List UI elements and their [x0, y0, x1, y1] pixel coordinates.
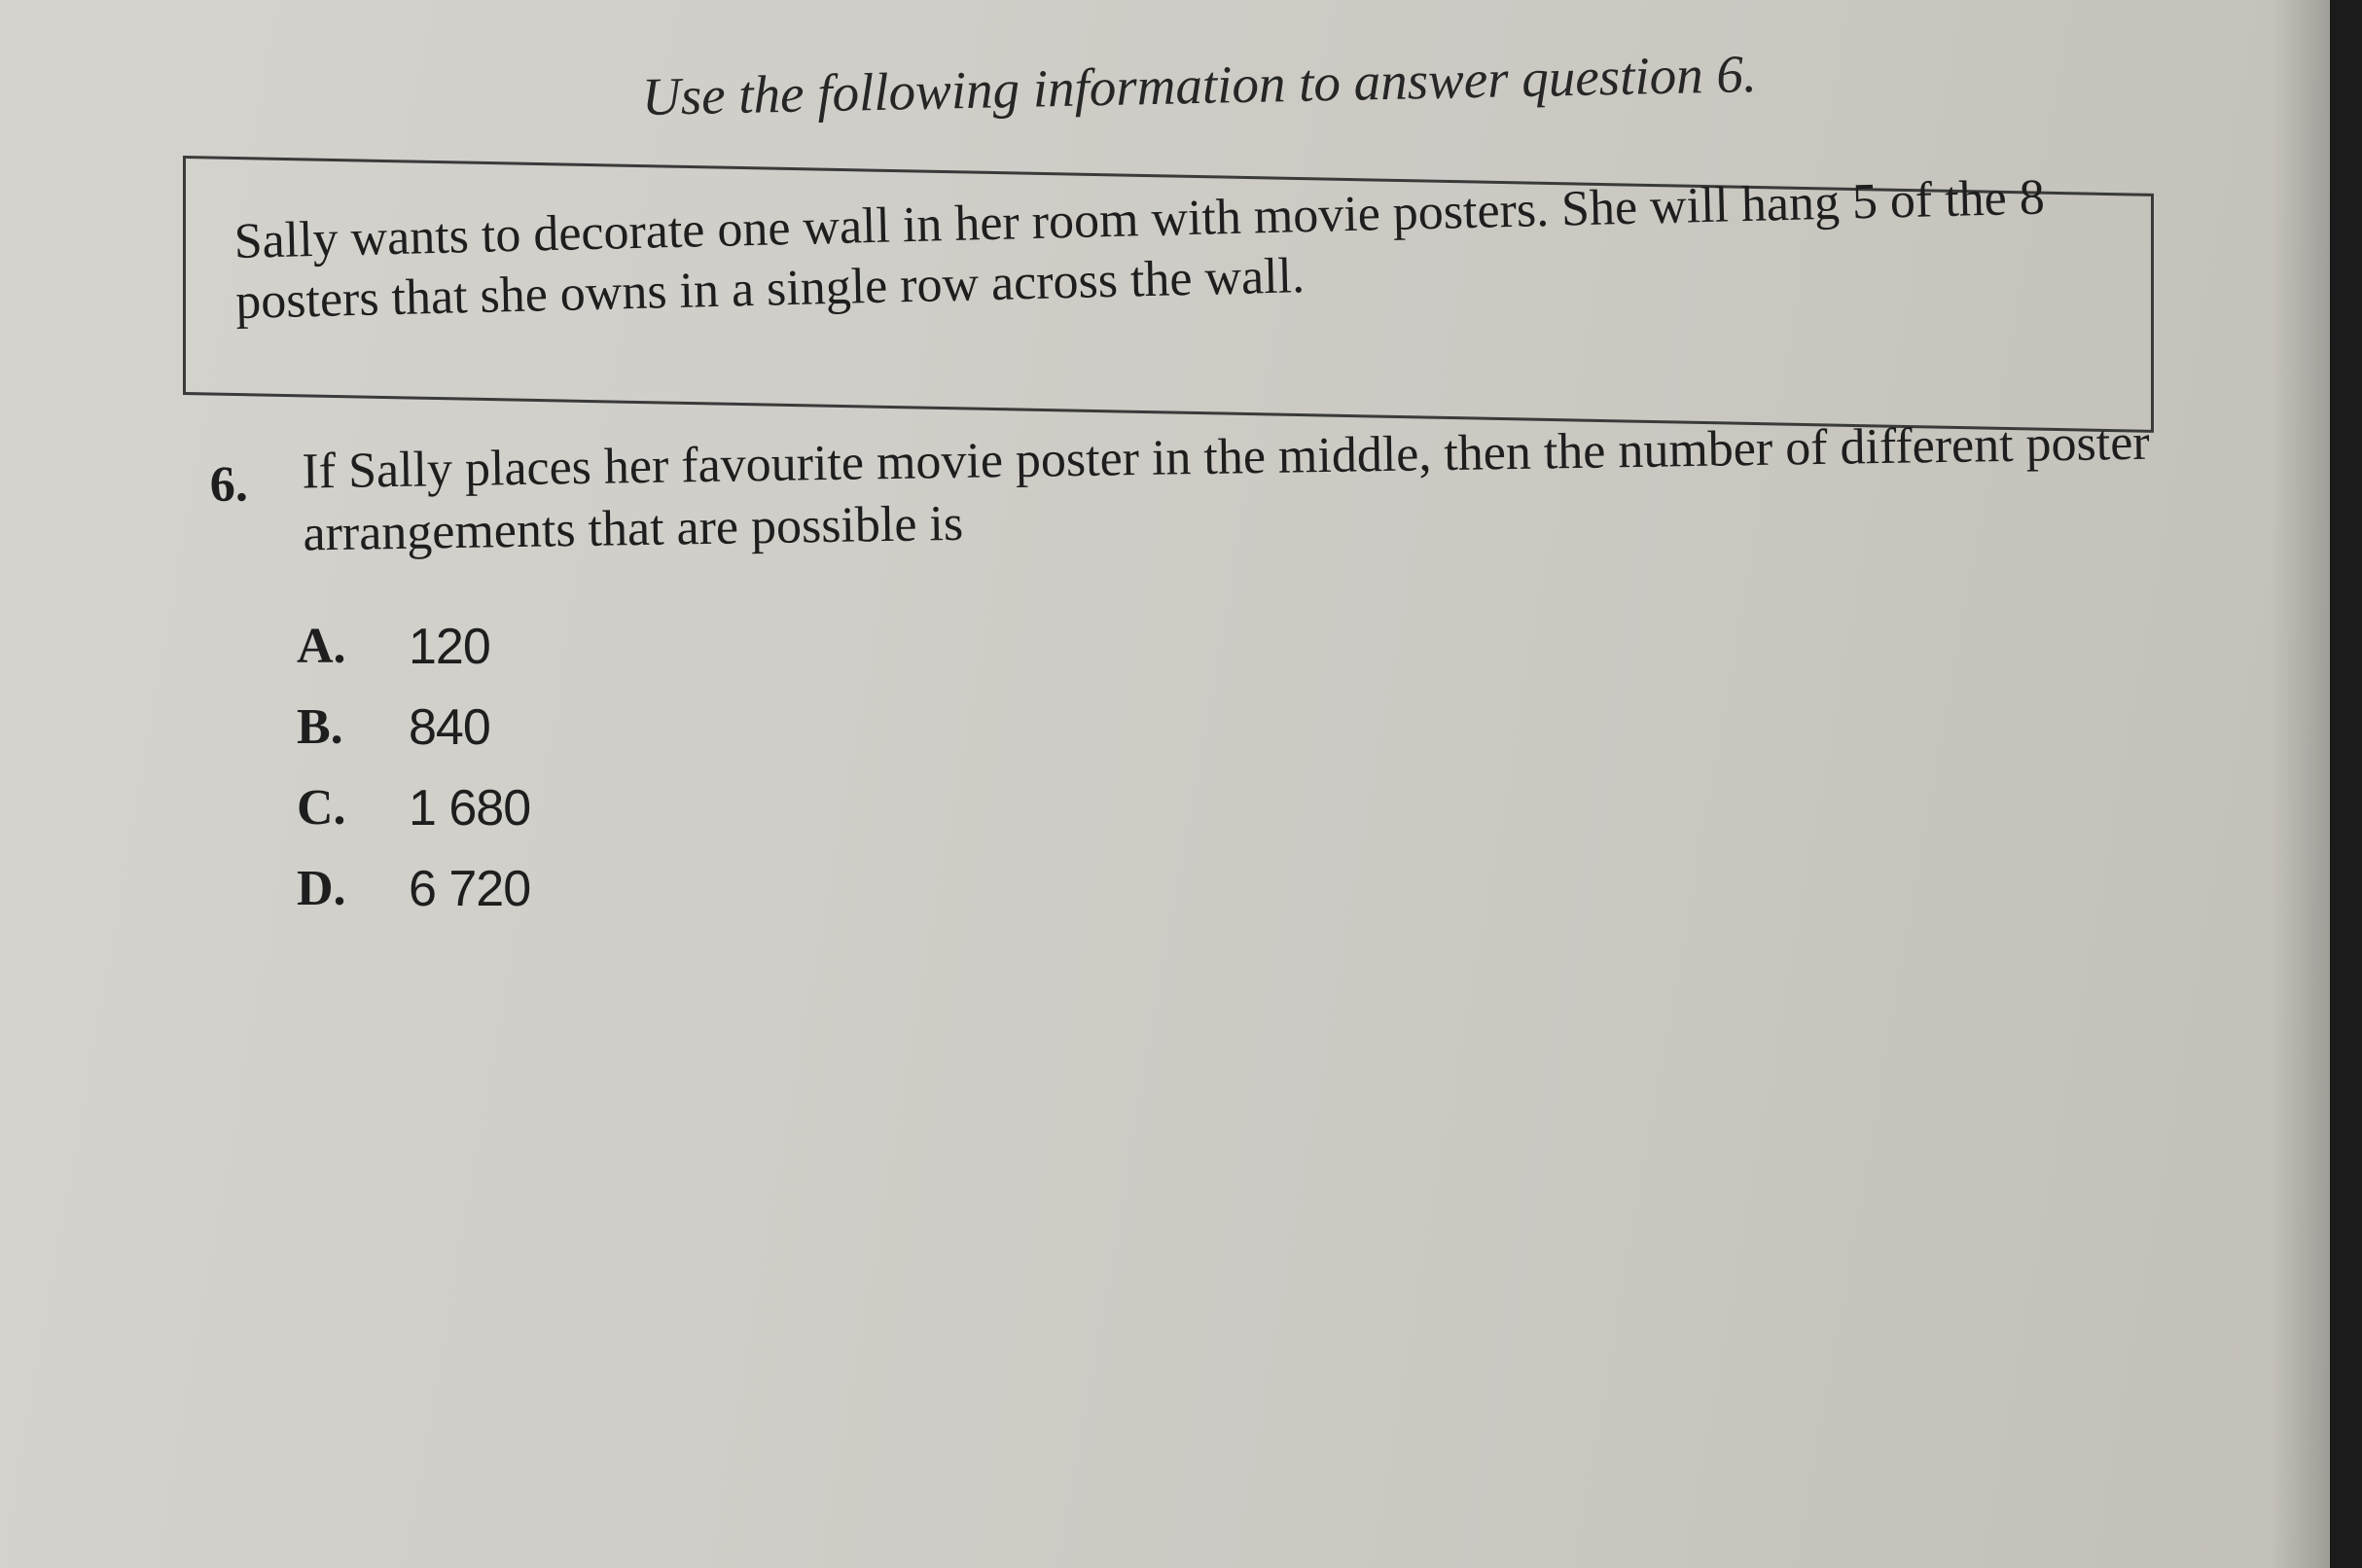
option-b-letter: B. [297, 699, 343, 755]
option-d-value: 6 720 [409, 861, 531, 917]
question-text: If Sally places her favourite movie poster in the middle, then the number of different poster arrangements that are possible is [302, 414, 2151, 562]
question-6 [209, 412, 2155, 562]
page-edge-shadow [2272, 0, 2330, 1568]
option-b-value: 840 [409, 699, 490, 756]
instruction-header: Use the following information to answer question 6. [641, 44, 1758, 126]
option-a-letter: A. [297, 619, 346, 674]
option-c-letter: C. [297, 780, 346, 836]
info-box-text: Sally wants to decorate one wall in her room with movie posters. She will hang 5 of the 8 posters that she owns in a single row across the wall. [233, 169, 2046, 330]
option-d-letter: D. [297, 861, 346, 916]
option-c-value: 1 680 [409, 780, 531, 837]
option-a-value: 120 [409, 619, 490, 675]
question-number: 6. [209, 456, 249, 513]
